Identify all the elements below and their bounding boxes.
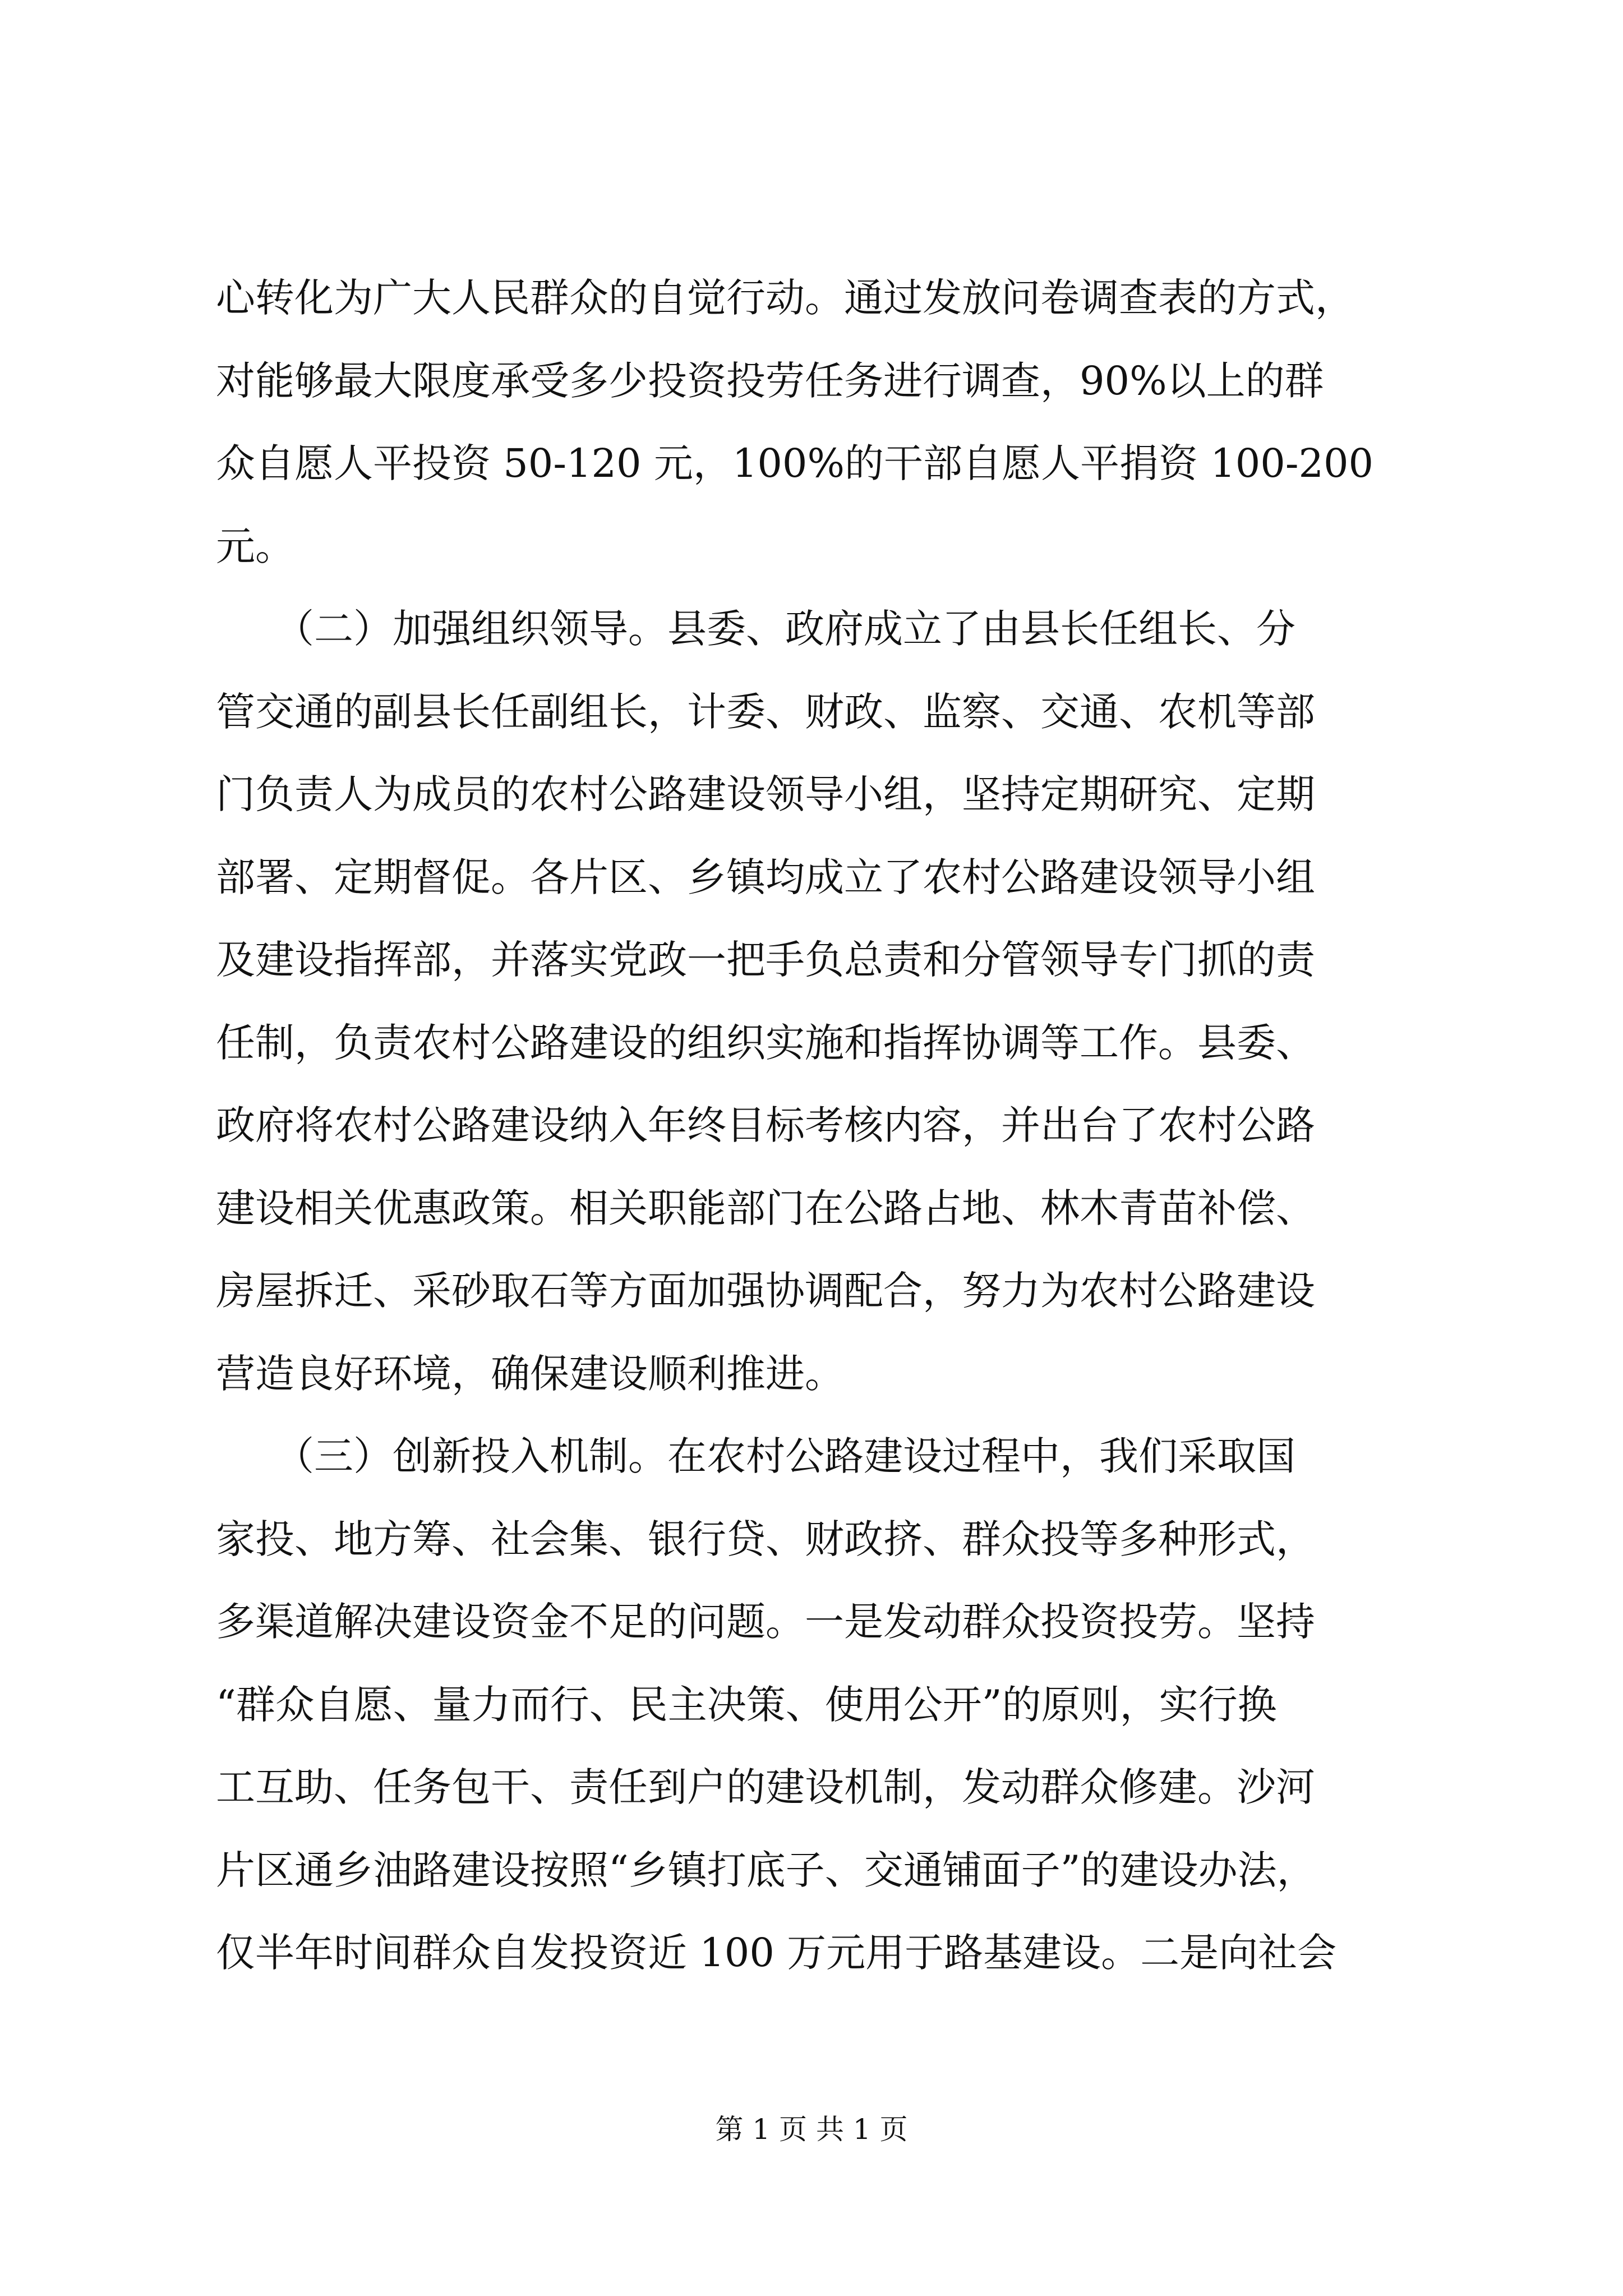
text-line: 心转化为广大人民群众的自觉行动。通过发放问卷调查表的方式， <box>216 275 1354 321</box>
text-line: 元。 <box>216 523 294 569</box>
text-line: 家投、地方筹、社会集、银行贷、财政挤、群众投等多种形式， <box>216 1516 1315 1562</box>
text-line: 建设相关优惠政策。相关职能部门在公路占地、林木青苗补偿、 <box>216 1185 1315 1231</box>
text-line: （三）创新投入机制。在农村公路建设过程中，我们采取国 <box>216 1433 1295 1479</box>
page-number-footer: 第 1 页 共 1 页 <box>715 2113 908 2146</box>
text-line: 及建设指挥部，并落实党政一把手负总责和分管领导专门抓的责 <box>216 937 1315 983</box>
text-line: 仅半年时间群众自发投资近 100 万元用于路基建设。二是向社会 <box>216 1930 1337 1976</box>
text-line: （二）加强组织领导。县委、政府成立了由县长任组长、分 <box>216 606 1295 652</box>
text-line: 营造良好环境，确保建设顺利推进。 <box>216 1350 844 1397</box>
text-line: 门负责人为成员的农村公路建设领导小组，坚持定期研究、定期 <box>216 771 1315 817</box>
text-line: 部署、定期督促。各片区、乡镇均成立了农村公路建设领导小组 <box>216 854 1315 900</box>
text-line: 片区通乡油路建设按照“乡镇打底子、交通铺面子”的建设办法， <box>216 1847 1316 1893</box>
text-line: 工互助、任务包干、责任到户的建设机制，发动群众修建。沙河 <box>216 1764 1315 1810</box>
text-line: “群众自愿、量力而行、民主决策、使用公开”的原则，实行换 <box>216 1681 1277 1728</box>
text-line: 房屋拆迁、采砂取石等方面加强协调配合，努力为农村公路建设 <box>216 1268 1315 1314</box>
text-line: 对能够最大限度承受多少投资投劳任务进行调查，90%以上的群 <box>216 357 1324 404</box>
text-line: 政府将农村公路建设纳入年终目标考核内容，并出台了农村公路 <box>216 1102 1315 1148</box>
text-line: 众自愿人平投资 50-120 元，100%的干部自愿人平捐资 100-200 <box>216 440 1374 486</box>
text-line: 管交通的副县长任副组长，计委、财政、监察、交通、农机等部 <box>216 688 1315 735</box>
body-text <box>216 257 1410 1995</box>
text-line: 任制，负责农村公路建设的组织实施和指挥协调等工作。县委、 <box>216 1019 1315 1066</box>
text-line: 多渠道解决建设资金不足的问题。一是发动群众投资投劳。坚持 <box>216 1599 1315 1645</box>
